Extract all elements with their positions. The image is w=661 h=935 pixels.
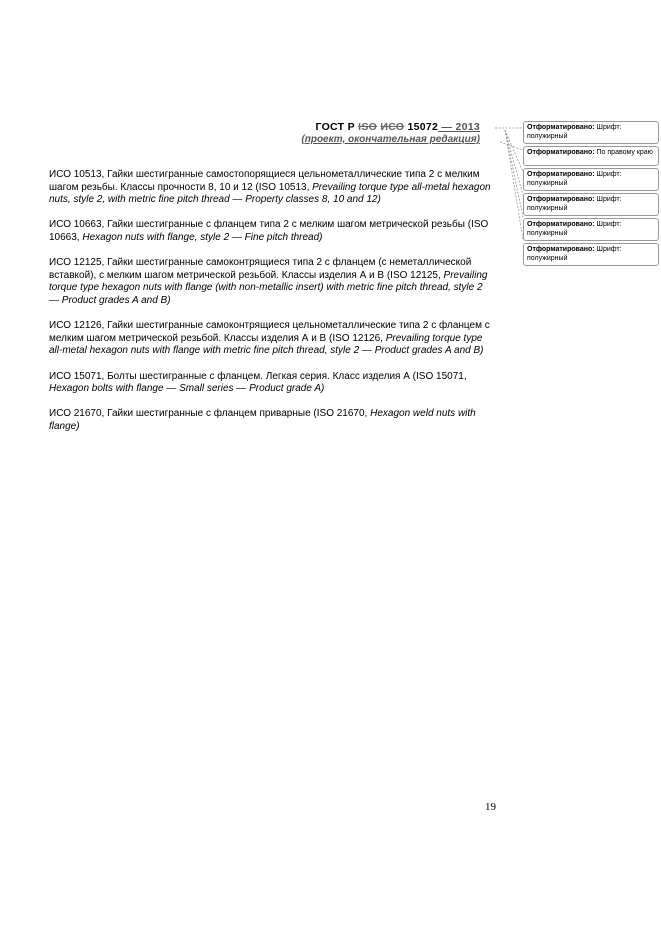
standard-designation: ГОСТ Р ISO ИСО 15072 — 2013 — [315, 121, 480, 133]
comment-balloon[interactable]: Отформатировано: По правому краю — [523, 146, 659, 166]
page-number: 19 — [485, 801, 496, 813]
reference-entry: ИСО 10663, Гайки шестигранные с фланцем типа 2 с мелким шагом метрической резьбы (ISO 10663, Hexagon nuts with flange, style 2 — Fine pitch thread) — [49, 219, 489, 243]
reference-list — [49, 169, 495, 446]
document-header — [280, 121, 480, 145]
comment-balloon[interactable]: Отформатировано: Шрифт: полужирный — [523, 193, 659, 216]
reference-entry: ИСО 12125, Гайки шестигранные самоконтрящиеся типа 2 с фланцем (с неметаллической вставкой), с мелким шагом метрической резьбой. Классы изделия А и В (ISO 12125, Prevailing torque type hexagon nuts with flange (with non-metallic insert) with metric fine pitch thread, style 2 — Product grades A and B) — [49, 257, 488, 306]
comment-balloons — [523, 121, 659, 268]
deleted-text: ИСО — [380, 121, 405, 133]
deleted-text: ISO — [358, 121, 378, 133]
inserted-text: — 2013 — [438, 121, 480, 133]
reference-entry: ИСО 15071, Болты шестигранные с фланцем. Легкая серия. Класс изделия А (ISO 15071, Hexagon bolts with flange — Small series — Product grade A) — [49, 370, 467, 395]
reference-entry: ИСО 12126, Гайки шестигранные самоконтрящиеся цельнометаллические типа 2 с фланцем с мелким шагом метрической резьбой. Классы изделия А и В (ISO 12126, Prevailing torque type all-metal hexagon nuts with flange with metric fine pitch thread, style 2 — Product grades A and B) — [49, 320, 490, 357]
reference-entry: ИСО 10513, Гайки шестигранные самостопорящиеся цельнометаллические типа 2 с мелким шагом резьбы. Классы прочности 8, 10 и 12 (ISO 10513, Prevailing torque type all-metal hexagon nuts, style 2, with metric fine pitch thread — Property classes 8, 10 and 12) — [49, 169, 491, 206]
comment-balloon[interactable]: Отформатировано: Шрифт: полужирный — [523, 121, 659, 144]
draft-status: (проект, окончательная редакция) — [301, 134, 480, 145]
comment-balloon[interactable]: Отформатировано: Шрифт: полужирный — [523, 218, 659, 241]
comment-balloon[interactable]: Отформатировано: Шрифт: полужирный — [523, 168, 659, 191]
comment-balloon[interactable]: Отформатировано: Шрифт: полужирный — [523, 243, 659, 266]
reference-entry: ИСО 21670, Гайки шестигранные с фланцем приварные (ISO 21670, Hexagon weld nuts with flange) — [49, 408, 476, 432]
